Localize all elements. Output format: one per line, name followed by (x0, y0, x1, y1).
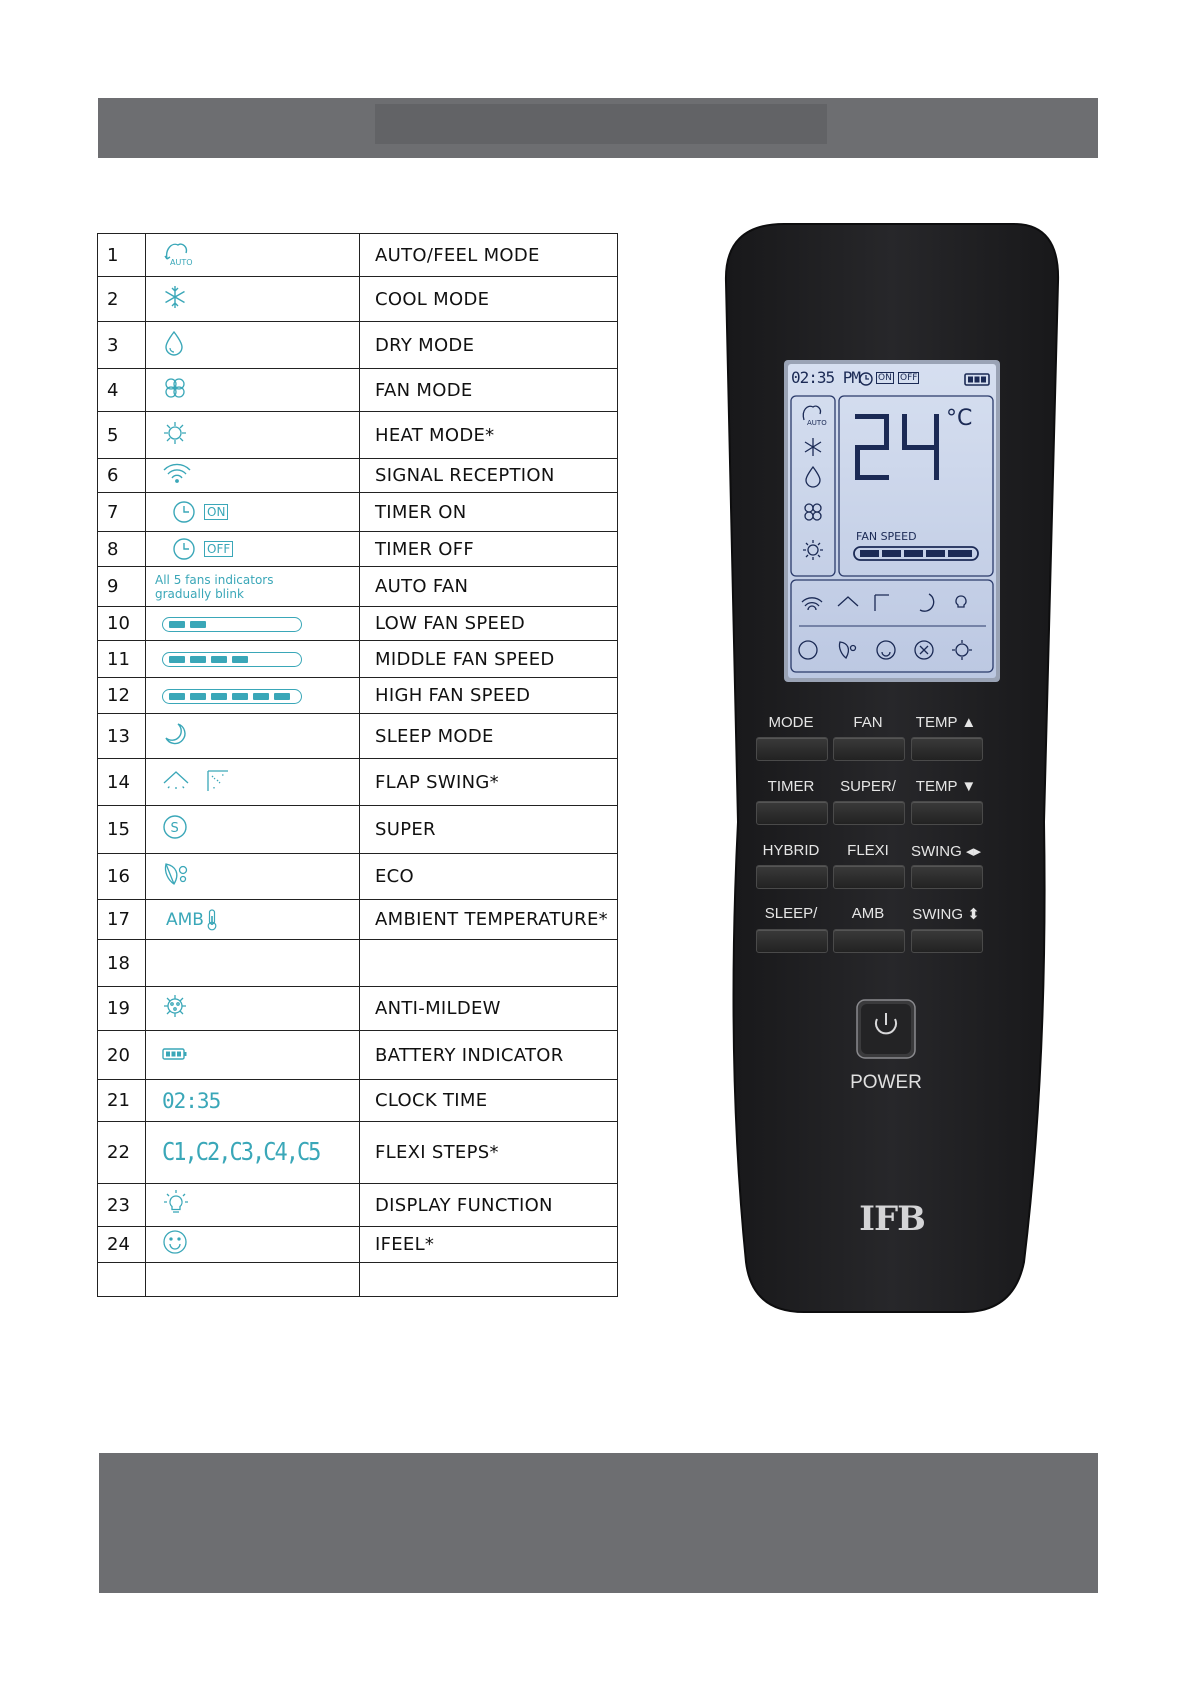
row-number: 17 (98, 900, 146, 940)
fan-speed-segment (190, 693, 206, 700)
hybrid-label: HYBRID (762, 842, 820, 859)
row-description: SUPER (360, 806, 618, 854)
moon-icon (146, 714, 360, 759)
temp-up-button[interactable] (911, 737, 983, 761)
swing-horizontal-button[interactable] (911, 865, 983, 889)
table-row (98, 759, 618, 806)
swing-horizontal-label: SWING ◂▸ (910, 843, 982, 860)
row-number: 23 (98, 1184, 146, 1227)
flexi-label: FLEXI (847, 842, 889, 859)
sleep-button[interactable] (756, 929, 828, 953)
remote-body (724, 222, 1060, 1314)
timer-button[interactable] (756, 801, 828, 825)
sun-icon (146, 412, 360, 459)
fan-icon (146, 369, 360, 412)
row-number: 12 (98, 678, 146, 714)
row-description: FAN MODE (360, 369, 618, 412)
anti-mildew-icon (146, 987, 360, 1031)
table-row (98, 532, 618, 567)
flap-swing-icon (146, 759, 360, 806)
lcd-auto-text: AUTO (807, 419, 827, 427)
bulb-icon (146, 1184, 360, 1227)
fan-speed-segment (232, 693, 248, 700)
lcd-off-tag: OFF (900, 373, 918, 383)
row-number: 7 (98, 493, 146, 532)
row-number (98, 1263, 146, 1297)
snowflake-icon (146, 277, 360, 322)
timer-on-tag: ON (204, 504, 228, 520)
table-row (98, 714, 618, 759)
row-number: 9 (98, 567, 146, 607)
icon-legend-table (97, 233, 618, 1297)
row-number: 11 (98, 641, 146, 678)
clock-icon (172, 537, 196, 561)
fan-label: FAN (853, 714, 883, 731)
clock-time-display: 02:35 (162, 1088, 221, 1113)
amb-label: AMB (851, 905, 885, 922)
row-number: 16 (98, 854, 146, 900)
row-description: HIGH FAN SPEED (360, 678, 618, 714)
remote-control (724, 222, 1060, 1314)
row-number: 13 (98, 714, 146, 759)
row-description: TIMER ON (360, 493, 618, 532)
row-number: 22 (98, 1122, 146, 1184)
table-row (98, 641, 618, 678)
lcd-on-tag: ON (878, 373, 892, 383)
swing-vertical-label: SWING ⬍ (912, 906, 980, 923)
row-number: 2 (98, 277, 146, 322)
auto-feel-icon (146, 234, 360, 277)
row-description: COOL MODE (360, 277, 618, 322)
swing-vertical-button[interactable] (911, 929, 983, 953)
super-button[interactable] (833, 801, 905, 825)
svg-text:S: S (170, 821, 179, 836)
row-number: 3 (98, 322, 146, 369)
table-row (98, 567, 618, 607)
row-description: MIDDLE FAN SPEED (360, 641, 618, 678)
table-row (98, 1227, 618, 1263)
battery-icon (146, 1031, 360, 1080)
table-row (98, 806, 618, 854)
lcd-fan-speed-label: FAN SPEED (856, 530, 917, 543)
timer-off-tag: OFF (204, 541, 233, 557)
mode-button[interactable] (756, 737, 828, 761)
fan-speed-segment (211, 693, 227, 700)
fan-speed-segment (190, 656, 206, 663)
row-description: DRY MODE (360, 322, 618, 369)
table-row (98, 678, 618, 714)
table-row (98, 277, 618, 322)
row-description: ECO (360, 854, 618, 900)
row-description: SLEEP MODE (360, 714, 618, 759)
signal-icon (146, 459, 360, 493)
mode-label: MODE (768, 714, 814, 731)
eco-leaf-icon (146, 854, 360, 900)
row-number: 4 (98, 369, 146, 412)
amb-text: AMB (166, 909, 204, 930)
row-description (360, 1263, 618, 1297)
row-number: 1 (98, 234, 146, 277)
auto-fan-note (146, 567, 360, 607)
temp-down-button[interactable] (911, 801, 983, 825)
note-line-1: All 5 fans indicators (155, 572, 274, 587)
row-description: TIMER OFF (360, 532, 618, 567)
header-title-placeholder (375, 104, 827, 144)
table-row (98, 493, 618, 532)
row-description: SIGNAL RECEPTION (360, 459, 618, 493)
row-description: ANTI-MILDEW (360, 987, 618, 1031)
row-number: 8 (98, 532, 146, 567)
fan-speed-segment (232, 656, 248, 663)
table-row (98, 900, 618, 940)
svg-text:AUTO: AUTO (170, 257, 193, 267)
table-row (98, 854, 618, 900)
fan-speed-segment (274, 693, 290, 700)
fan-speed-segment (169, 693, 185, 700)
row-description: AUTO FAN (360, 567, 618, 607)
fan-speed-segment (253, 693, 269, 700)
fan-speed-segment (211, 656, 227, 663)
table-row (98, 1122, 618, 1184)
lcd-unit: °C (946, 406, 973, 431)
table-row (98, 607, 618, 641)
table-row (98, 322, 618, 369)
row-description: FLEXI STEPS* (360, 1122, 618, 1184)
fan-speed-segment (169, 621, 185, 628)
table-row (98, 234, 618, 277)
timer-label: TIMER (767, 778, 815, 795)
hybrid-button[interactable] (756, 865, 828, 889)
row-description: DISPLAY FUNCTION (360, 1184, 618, 1227)
row-number: 18 (98, 940, 146, 987)
table-row (98, 987, 618, 1031)
super-s-icon (146, 806, 360, 854)
table-row (98, 1184, 618, 1227)
sleep-label: SLEEP/ (764, 905, 818, 922)
table-row (98, 940, 618, 987)
table-row (98, 1031, 618, 1080)
amb-button[interactable] (833, 929, 905, 953)
power-label: POWER (850, 1072, 922, 1093)
row-description: AMBIENT TEMPERATURE* (360, 900, 618, 940)
footer-bar (99, 1453, 1098, 1593)
row-number: 5 (98, 412, 146, 459)
table-row (98, 1263, 618, 1297)
header-bar (98, 98, 1098, 158)
table-row (98, 1080, 618, 1122)
row-description: LOW FAN SPEED (360, 607, 618, 641)
table-row (98, 412, 618, 459)
row-number: 6 (98, 459, 146, 493)
fan-speed-bar (162, 689, 302, 704)
row-description: FLAP SWING* (360, 759, 618, 806)
clock-icon (172, 500, 196, 524)
table-row (98, 459, 618, 493)
row-description: CLOCK TIME (360, 1080, 618, 1122)
row-number: 15 (98, 806, 146, 854)
brand-logo: IFB (859, 1199, 925, 1239)
row-number: 10 (98, 607, 146, 641)
lcd-clock: 02:35 PM (791, 368, 861, 387)
row-number: 19 (98, 987, 146, 1031)
row-number: 14 (98, 759, 146, 806)
flexi-steps-display: C1,C2,C3,C4,C5 (162, 1138, 320, 1167)
row-description: BATTERY INDICATOR (360, 1031, 618, 1080)
note-line-2: gradually blink (155, 586, 244, 601)
temp-up-label: TEMP ▲ (915, 714, 977, 731)
droplet-icon (146, 322, 360, 369)
row-description: IFEEL* (360, 1227, 618, 1263)
table-row (98, 369, 618, 412)
flexi-button[interactable] (833, 865, 905, 889)
smiley-icon (146, 1227, 360, 1263)
fan-button[interactable] (833, 737, 905, 761)
row-description: AUTO/FEEL MODE (360, 234, 618, 277)
row-number: 20 (98, 1031, 146, 1080)
row-description: HEAT MODE* (360, 412, 618, 459)
thermometer-icon (206, 909, 218, 931)
temp-down-label: TEMP ▼ (915, 778, 977, 795)
fan-speed-bar (162, 617, 302, 632)
fan-speed-segment (169, 656, 185, 663)
row-number: 24 (98, 1227, 146, 1263)
fan-speed-bar (162, 652, 302, 667)
row-number: 21 (98, 1080, 146, 1122)
row-description (360, 940, 618, 987)
super-label: SUPER/ (840, 778, 896, 795)
fan-speed-segment (190, 621, 206, 628)
power-button[interactable] (857, 1000, 915, 1058)
